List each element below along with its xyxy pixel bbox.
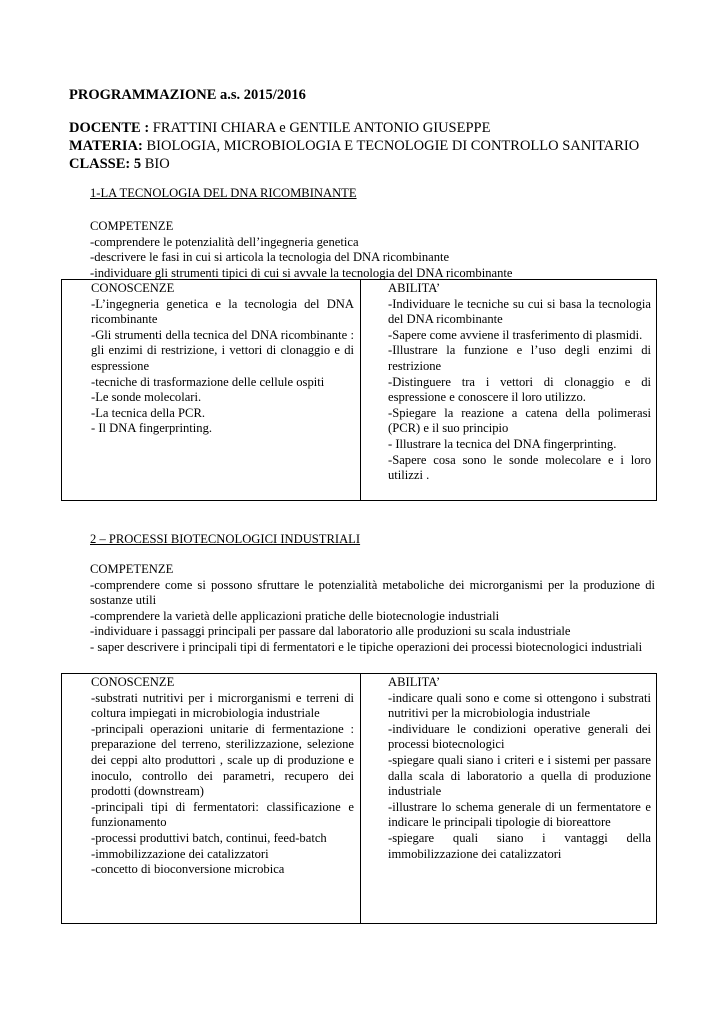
abilita-heading: ABILITA’ (388, 675, 441, 689)
abilita-item: -Distinguere tra i vettori di clonaggio e di espressione e conoscere il loro utilizzo. (388, 374, 651, 405)
conoscenza-item: -tecniche di trasformazione delle cellule ospiti (91, 374, 325, 389)
conoscenza-item: -immobilizzazione dei catalizzatori (91, 846, 269, 861)
conoscenza-item: -concetto di bioconversione microbica (91, 862, 285, 877)
document-title (69, 87, 306, 104)
abilita-heading: ABILITA’ (388, 281, 441, 295)
conoscenza-item: -La tecnica della PCR. (91, 405, 206, 420)
conoscenza-item: -L’ingegneria genetica e la tecnologia del DNA ricombinante (91, 296, 354, 327)
competenza-item: -comprendere la varietà delle applicazioni pratiche delle biotecnologie industriali (90, 608, 500, 623)
abilita-column (388, 675, 651, 862)
abilita-item: -individuare le condizioni operative generali dei processi biotecnologici (388, 721, 651, 752)
competenza-item: - saper descrivere i principali tipi di fermentatori e le tipiche operazioni dei processi biotecnologici industriali (90, 639, 643, 654)
abilita-item: - Illustrare la tecnica del DNA fingerprinting. (388, 436, 617, 451)
conoscenza-item: -Le sonde molecolari. (91, 390, 202, 405)
conoscenza-item: -substrati nutritivi per i microrganismi e terreni di coltura impiegati in microbiologia industriale (91, 690, 354, 721)
abilita-item: -spiegare quali siano i vantaggi della immobilizzazione dei catalizzatori (388, 830, 651, 861)
competenza-item: -comprendere le potenzialità dell’ingegneria genetica (90, 234, 359, 249)
classe-label: CLASSE: 5 (69, 156, 142, 172)
section-1-competenze (90, 219, 655, 281)
materia-line (69, 138, 639, 155)
competenza-item: -comprendere come si possono sfruttare le potenzialità metaboliche dei microrganismi per la produzione di sostanze utili (90, 577, 655, 608)
materia-value: BIOLOGIA, MICROBIOLOGIA E TECNOLOGIE DI CONTROLLO SANITARIO (146, 138, 640, 154)
abilita-item: -indicare quali sono e come si ottengono i substrati nutritivi per la microbiologia industriale (388, 690, 651, 721)
competenza-item: -individuare i passaggi principali per passare dal laboratorio alle produzioni su scala industriale (90, 624, 571, 639)
docente-line (69, 120, 490, 137)
abilita-item: -illustrare lo schema generale di un fermentatore e indicare le principali tipologie di bioreattore (388, 799, 651, 830)
column-divider (360, 674, 361, 923)
abilita-item: -Spiegare la reazione a catena della polimerasi (PCR) e il suo principio (388, 405, 651, 436)
conoscenza-item: - Il DNA fingerprinting. (91, 421, 213, 436)
abilita-item: -Sapere cosa sono le sonde molecolare e i loro utilizzi . (388, 452, 651, 483)
materia-label: MATERIA: (69, 138, 143, 154)
conoscenze-column (91, 281, 354, 437)
conoscenza-item: -processi produttivi batch, continui, feed-batch (91, 830, 327, 845)
column-divider (360, 280, 361, 500)
conoscenze-column (91, 675, 354, 878)
conoscenze-heading: CONOSCENZE (91, 675, 175, 689)
conoscenza-item: -principali operazioni unitarie di fermentazione : preparazione del terreno, sterilizzazione, selezione dei ceppi alto produttori , scale up di produzione e inoculo, controllo dei parametri, recupero dei prodotti (downstream) (91, 721, 354, 799)
conoscenza-item: -principali tipi di fermentatori: classificazione e funzionamento (91, 799, 354, 830)
abilita-item: -spiegare quali siano i criteri e i sistemi per passare dalla scala di laboratorio a quella di produzione industriale (388, 752, 651, 799)
conoscenze-heading: CONOSCENZE (91, 281, 175, 295)
section-2-title: 2 – PROCESSI BIOTECNOLOGICI INDUSTRIALI (90, 532, 361, 546)
section-1-title: 1-LA TECNOLOGIA DEL DNA RICOMBINANTE (90, 186, 357, 200)
abilita-item: -Individuare le tecniche su cui si basa la tecnologia del DNA ricombinante (388, 296, 651, 327)
competenza-item: -descrivere le fasi in cui si articola la tecnologia del DNA ricombinante (90, 250, 450, 265)
section-2-table (61, 673, 657, 924)
section-1-table (61, 279, 657, 501)
classe-line (69, 156, 170, 173)
classe-value: BIO (144, 156, 170, 172)
competenze-heading: COMPETENZE (90, 219, 174, 233)
abilita-item: -Sapere come avviene il trasferimento di plasmidi. (388, 327, 643, 342)
docente-label: DOCENTE : (69, 120, 150, 136)
competenza-item: -individuare gli strumenti tipici di cui si avvale la tecnologia del DNA ricombinante (90, 265, 513, 280)
abilita-item: -Illustrare la funzione e l’uso degli enzimi di restrizione (388, 343, 651, 373)
abilita-column (388, 281, 651, 484)
docente-value: FRATTINI CHIARA e GENTILE ANTONIO GIUSEPPE (152, 120, 491, 136)
section-2-competenze (90, 562, 655, 656)
conoscenza-item: -Gli strumenti della tecnica del DNA ricombinante : gli enzimi di restrizione, i vettori di clonaggio e di espressione (91, 327, 354, 373)
programmazione-heading: PROGRAMMAZIONE a.s. 2015/2016 (69, 87, 306, 103)
competenze-heading: COMPETENZE (90, 562, 174, 576)
